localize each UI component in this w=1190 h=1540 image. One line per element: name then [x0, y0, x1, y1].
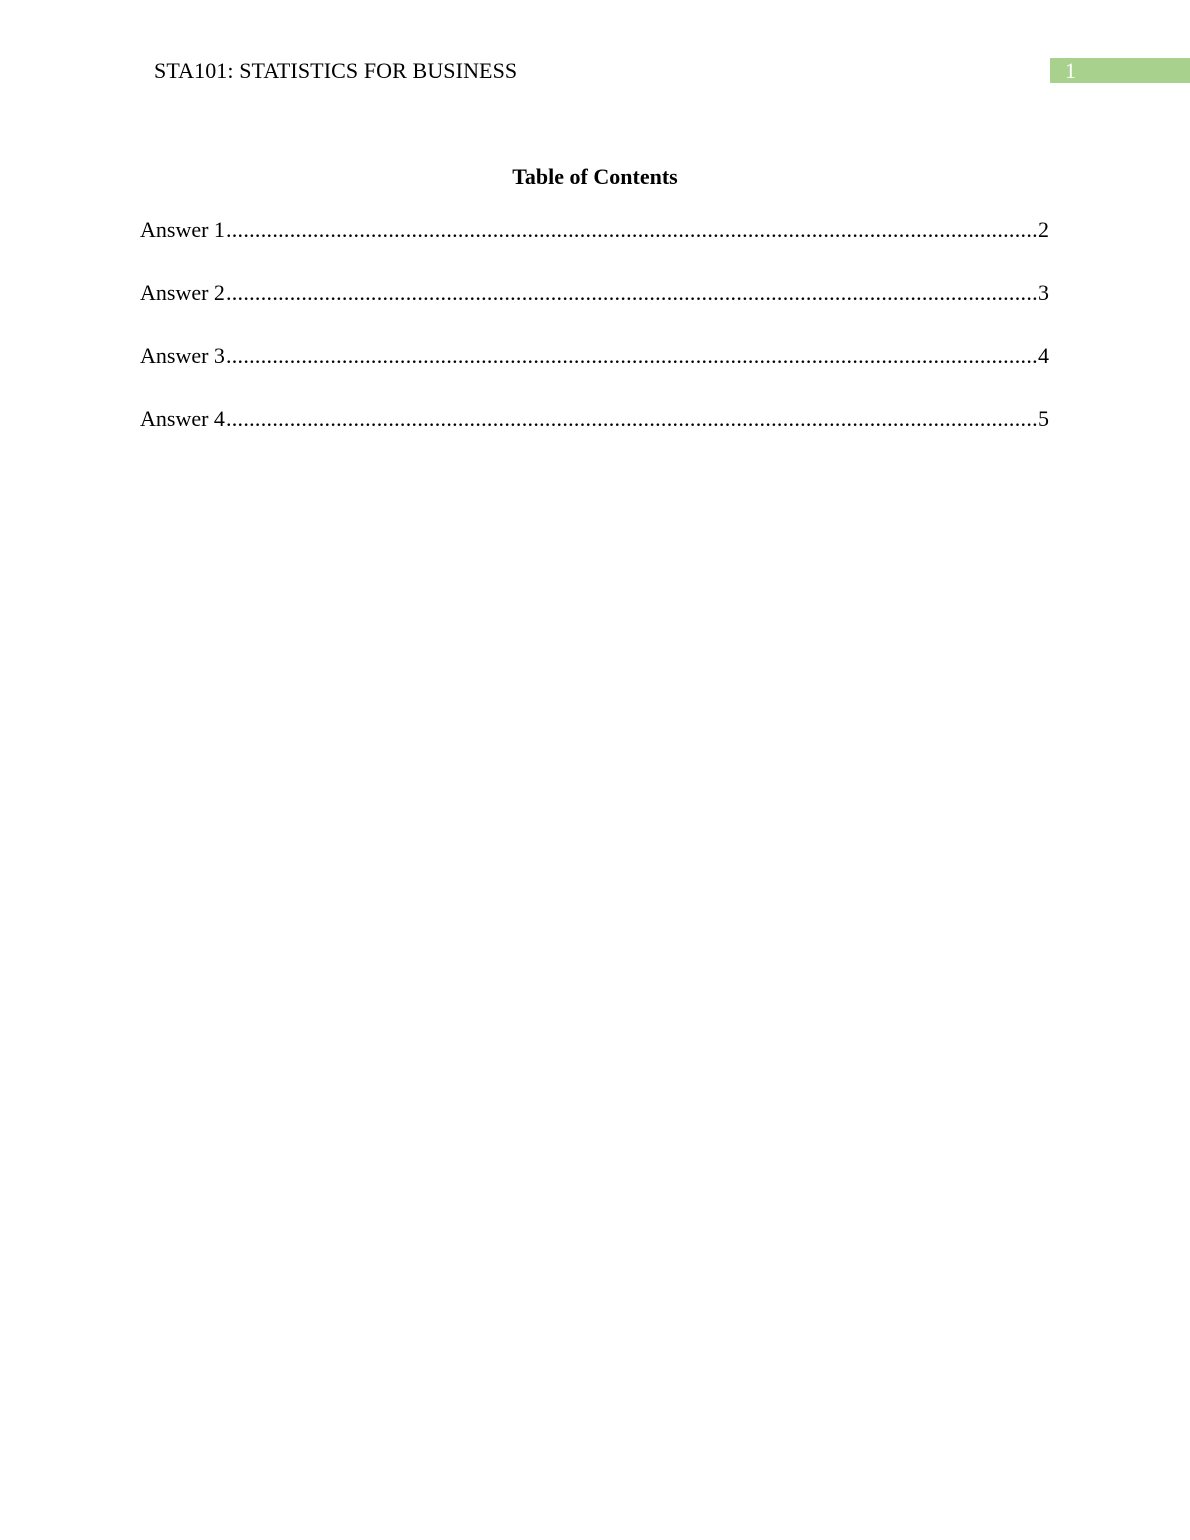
toc-entry-answer-3[interactable] — [140, 342, 1049, 370]
header-title: STA101: STATISTICS FOR BUSINESS — [154, 58, 518, 83]
page-number: 1 — [1065, 58, 1076, 83]
toc-dot-leader — [226, 216, 1037, 244]
toc-entry-answer-1[interactable] — [140, 216, 1049, 244]
toc-entry-page: 5 — [1038, 406, 1049, 431]
toc-entry-answer-2[interactable] — [140, 279, 1049, 307]
toc-entry-page: 3 — [1038, 280, 1049, 305]
toc-entry-label: Answer 4 — [140, 406, 225, 431]
toc-entry-label: Answer 2 — [140, 280, 225, 305]
page-number-badge — [1050, 58, 1190, 83]
toc-dot-leader — [226, 405, 1037, 433]
toc-dot-leader — [226, 342, 1037, 370]
toc-heading: Table of Contents — [512, 164, 678, 189]
toc-entry-page: 2 — [1038, 217, 1049, 242]
toc-entry-answer-4[interactable] — [140, 405, 1049, 433]
toc-list — [140, 216, 1049, 468]
toc-entry-page: 4 — [1038, 343, 1049, 368]
toc-entry-label: Answer 1 — [140, 217, 225, 242]
toc-dot-leader — [226, 279, 1037, 307]
toc-entry-label: Answer 3 — [140, 343, 225, 368]
